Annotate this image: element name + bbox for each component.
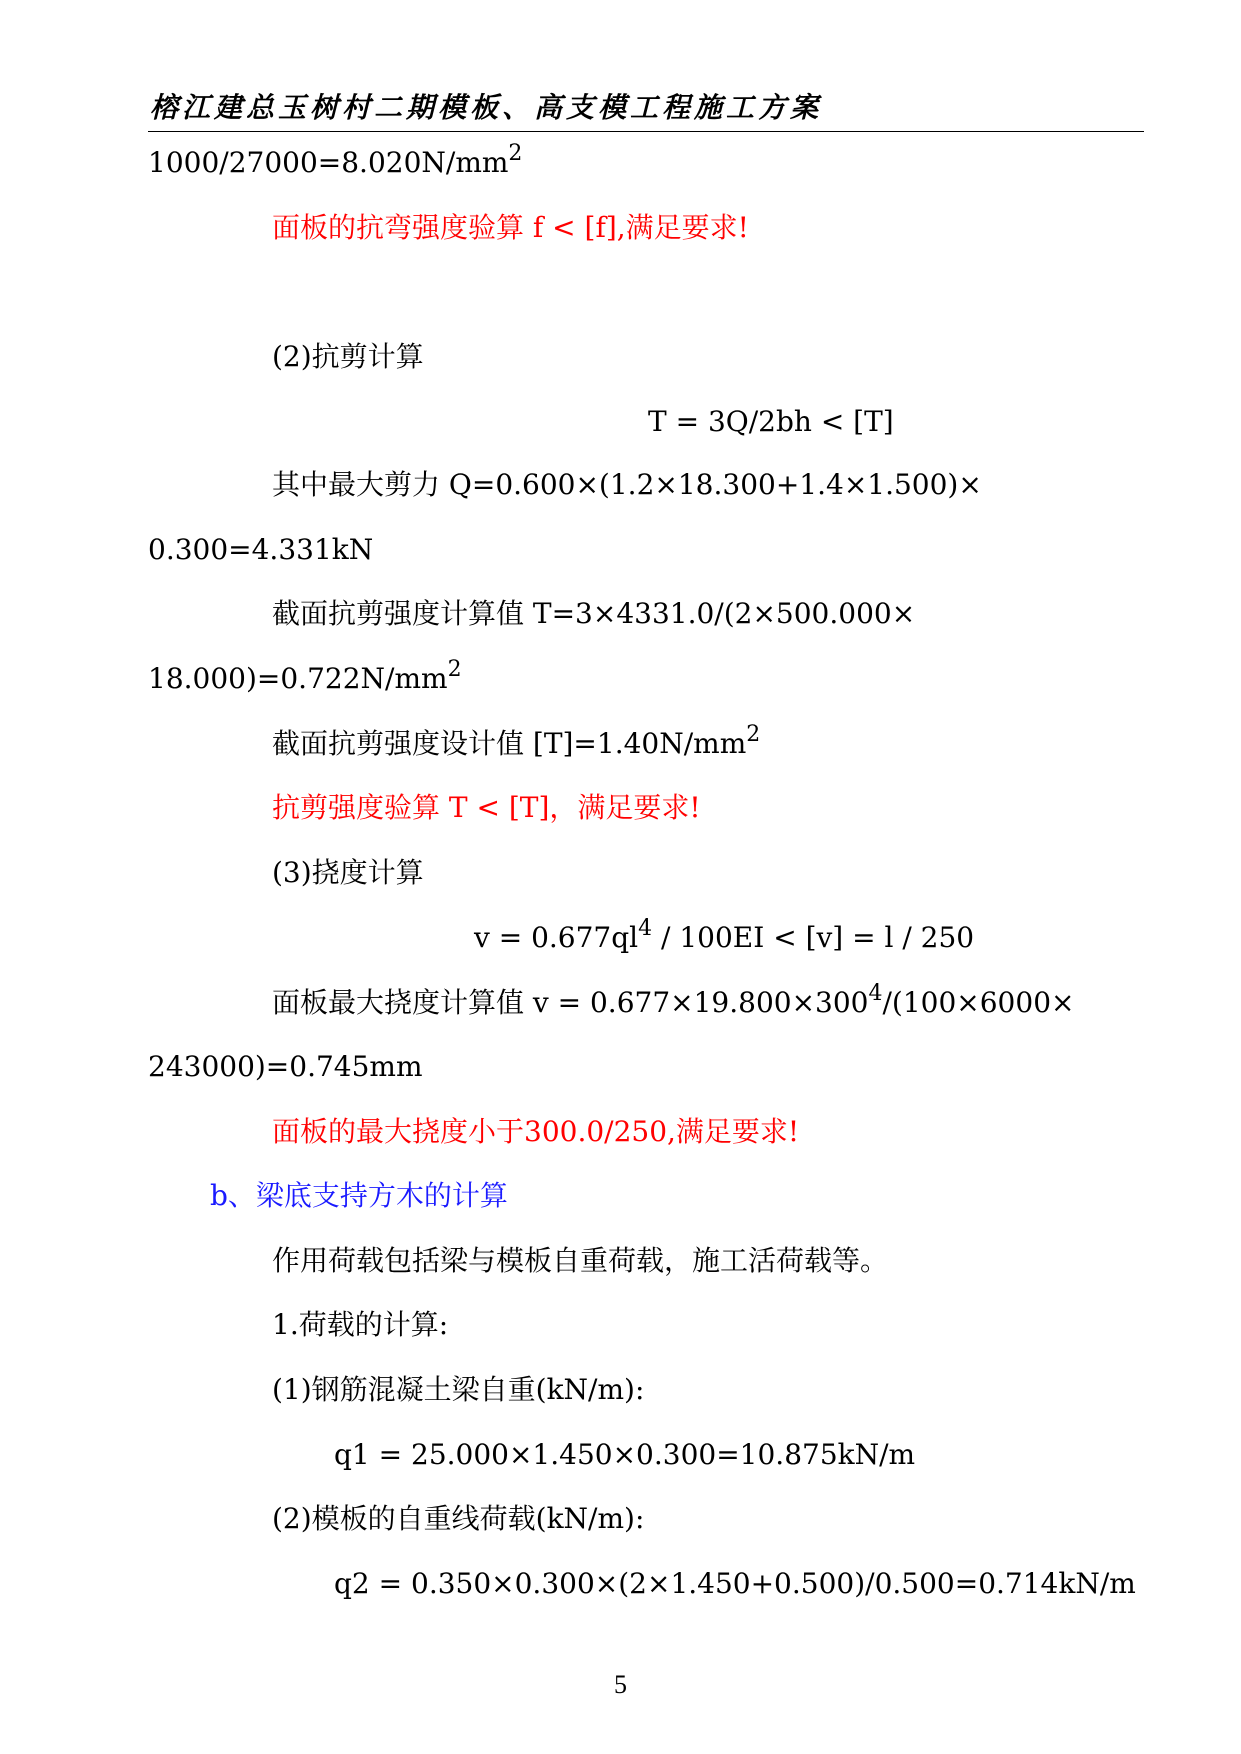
deflection-calc-line: [272, 981, 1075, 1020]
max-shear-force-line: 其中最大剪力 Q=0.600×(1.2×18.300+1.4×1.500)×: [272, 468, 982, 501]
page-number: 5: [614, 1670, 627, 1699]
deflection-calc-part-a: 面板最大挠度计算值 v = 0.677×19.800×300: [272, 986, 869, 1019]
q2-formula: q2 = 0.350×0.300×(2×1.450+0.500)/0.500=0.714kN/m: [334, 1567, 1136, 1600]
superscript: 2: [447, 657, 462, 682]
shear-stress-calc-line: 截面抗剪强度计算值 T=3×4331.0/(2×500.000×: [272, 597, 916, 630]
shear-stress-result-text: 18.000)=0.722N/mm: [148, 662, 448, 695]
max-shear-force-result: 0.300=4.331kN: [148, 533, 374, 566]
formwork-weight-heading: (2)模板的自重线荷载(kN/m):: [272, 1502, 645, 1535]
header-rule: [148, 131, 1144, 132]
shear-check-conclusion: 抗剪强度验算 T < [T]，满足要求!: [272, 791, 701, 824]
deflection-formula-part-b: / 100EI < [v] = l / 250: [652, 921, 975, 954]
bending-stress-text: 1000/27000=8.020N/mm: [148, 146, 509, 179]
shear-design-value-text: 截面抗剪强度设计值 [T]=1.40N/mm: [272, 727, 747, 760]
deflection-formula: [474, 916, 975, 955]
superscript: 2: [508, 141, 523, 166]
load-description: 作用荷载包括梁与模板自重荷载，施工活荷载等。: [272, 1244, 889, 1277]
deflection-calc-part-b: /(100×6000×: [882, 986, 1075, 1019]
deflection-formula-part-a: v = 0.677ql: [474, 921, 639, 954]
shear-design-value: [272, 722, 761, 761]
section-deflection-heading: (3)挠度计算: [272, 856, 424, 889]
document-header-title: 榕江建总玉树村二期模板、高支模工程施工方案: [150, 91, 823, 124]
section-shear-heading: (2)抗剪计算: [272, 340, 424, 373]
line-bending-stress-result: [148, 141, 523, 180]
beam-self-weight-heading: (1)钢筋混凝土梁自重(kN/m):: [272, 1373, 645, 1406]
superscript: 2: [746, 722, 761, 747]
superscript: 4: [638, 916, 653, 941]
load-calc-heading: 1.荷载的计算:: [272, 1308, 449, 1341]
shear-stress-calc-result: [148, 657, 462, 696]
deflection-check-conclusion: 面板的最大挠度小于300.0/250,满足要求!: [272, 1115, 800, 1148]
bending-check-conclusion: 面板的抗弯强度验算 f < [f],满足要求!: [272, 211, 749, 244]
shear-formula: T = 3Q/2bh < [T]: [648, 405, 894, 438]
q1-formula: q1 = 25.000×1.450×0.300=10.875kN/m: [334, 1438, 916, 1471]
section-b-heading: b、梁底支持方木的计算: [210, 1179, 508, 1212]
superscript: 4: [868, 981, 883, 1006]
deflection-calc-result: 243000)=0.745mm: [148, 1050, 423, 1083]
